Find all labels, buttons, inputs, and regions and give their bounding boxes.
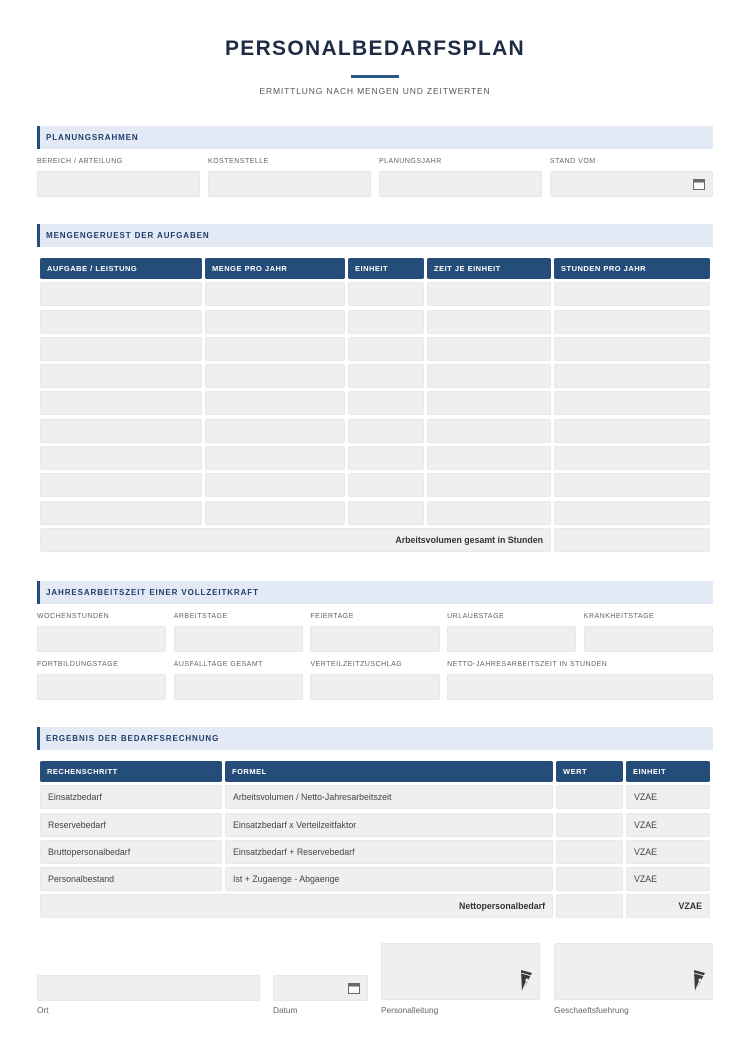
formel-cell: Einsatzbedarf + Reservebedarf: [225, 840, 553, 864]
mengengeruest-cell-zeit-je-einheit[interactable]: [427, 473, 551, 497]
field-wochenstunden: [37, 612, 166, 652]
field-label: AUSFALLTAGE GESAMT: [173, 661, 263, 668]
calendar-icon[interactable]: [348, 983, 360, 994]
field-label: NETTO-JAHRESARBEITSZEIT IN STUNDEN: [447, 661, 608, 668]
field-label: VERTEILZEITZUSCHLAG: [310, 661, 403, 668]
ergebnis-table: [40, 761, 710, 918]
mengengeruest-cell-einheit[interactable]: [348, 501, 424, 525]
field-arbeitstage: [174, 612, 303, 652]
rechenschritt-cell: Reservebedarf: [40, 813, 222, 837]
nettopersonalbedarf-wert-input[interactable]: [556, 894, 623, 918]
planungsjahr-input[interactable]: [379, 171, 542, 197]
mengengeruest-cell-menge[interactable]: [205, 391, 345, 415]
mengengeruest-cell-stunden-pro-jahr[interactable]: [554, 419, 710, 443]
field-label: URLAUBSTAGE: [447, 613, 505, 620]
geschaeftsfuehrung-label: Geschaeftsfuehrung: [554, 1005, 629, 1015]
einheit-cell: VZAE: [626, 867, 710, 891]
page-subtitle: ERMITTLUNG NACH MENGEN UND ZEITWERTEN: [259, 86, 491, 96]
field-bereich-abteilung: [37, 157, 200, 197]
mengengeruest-cell-zeit-je-einheit[interactable]: [427, 337, 551, 361]
mengengeruest-cell-einheit[interactable]: [348, 446, 424, 470]
mengengeruest-cell-menge[interactable]: [205, 337, 345, 361]
wert-input[interactable]: [556, 840, 623, 864]
mengengeruest-cell-einheit[interactable]: [348, 337, 424, 361]
mengengeruest-cell-stunden-pro-jahr[interactable]: [554, 282, 710, 306]
field-urlaubstage: [447, 612, 576, 652]
wert-input[interactable]: [556, 813, 623, 837]
verteilzeitzuschlag-input[interactable]: [310, 674, 439, 700]
field-feiertage: [310, 612, 439, 652]
mengengeruest-cell-stunden-pro-jahr[interactable]: [554, 501, 710, 525]
mengengeruest-cell-menge[interactable]: [205, 364, 345, 388]
calendar-icon[interactable]: [693, 179, 705, 190]
bereich-abteilung-input[interactable]: [37, 171, 200, 197]
jahresarbeitszeit-fields: [37, 612, 713, 700]
mengengeruest-cell-menge[interactable]: [205, 419, 345, 443]
mengengeruest-cell-aufgabe[interactable]: [40, 337, 202, 361]
mengengeruest-cell-aufgabe[interactable]: [40, 473, 202, 497]
mengengeruest-cell-zeit-je-einheit[interactable]: [427, 310, 551, 334]
title-underline: [351, 75, 399, 78]
datum-label: Datum: [273, 1005, 298, 1015]
arbeitstage-input[interactable]: [174, 626, 303, 652]
column-header-aufgabe: AUFGABE / LEISTUNG: [40, 258, 202, 279]
ausfalltage-gesamt-input[interactable]: [174, 674, 303, 700]
rechenschritt-cell: Einsatzbedarf: [40, 785, 222, 809]
formel-cell: Arbeitsvolumen / Netto-Jahresarbeitszeit: [225, 785, 553, 809]
mengengeruest-cell-stunden-pro-jahr[interactable]: [554, 391, 710, 415]
formel-cell: Einsatzbedarf x Verteilzeitfaktor: [225, 813, 553, 837]
personalleitung-signature-field[interactable]: [381, 943, 540, 1000]
field-label: PLANUNGSJAHR: [379, 158, 442, 165]
mengengeruest-cell-zeit-je-einheit[interactable]: [427, 282, 551, 306]
field-label: ARBEITSTAGE: [173, 613, 228, 620]
column-header-stunden-pro-jahr: STUNDEN PRO JAHR: [554, 258, 710, 279]
einheit-cell: VZAE: [626, 840, 710, 864]
pen-nib-icon: [692, 969, 706, 993]
rechenschritt-cell: Bruttopersonalbedarf: [40, 840, 222, 864]
column-header-zeit-je-einheit: ZEIT JE EINHEIT: [427, 258, 551, 279]
mengengeruest-cell-aufgabe[interactable]: [40, 310, 202, 334]
arbeitsvolumen-total-input[interactable]: [554, 528, 710, 552]
field-ausfalltage-gesamt: [174, 660, 303, 700]
mengengeruest-cell-einheit[interactable]: [348, 310, 424, 334]
personalleitung-label: Personalleitung: [381, 1005, 439, 1015]
field-verteilzeitzuschlag: [310, 660, 439, 700]
mengengeruest-cell-einheit[interactable]: [348, 419, 424, 443]
wert-input[interactable]: [556, 867, 623, 891]
mengengeruest-cell-stunden-pro-jahr[interactable]: [554, 473, 710, 497]
formel-cell: Ist + Zugaenge - Abgaenge: [225, 867, 553, 891]
netto-jahresarbeitszeit-input[interactable]: [447, 674, 713, 700]
column-header-einheit: EINHEIT: [626, 761, 710, 782]
page-title: PERSONALBEDARFSPLAN: [224, 37, 526, 60]
geschaeftsfuehrung-signature-field[interactable]: [554, 943, 713, 1000]
mengengeruest-cell-stunden-pro-jahr[interactable]: [554, 337, 710, 361]
field-label: FORTBILDUNGSTAGE: [37, 661, 119, 668]
mengengeruest-cell-stunden-pro-jahr[interactable]: [554, 310, 710, 334]
mengengeruest-cell-menge[interactable]: [205, 282, 345, 306]
mengengeruest-cell-zeit-je-einheit[interactable]: [427, 364, 551, 388]
section-heading-planungsrahmen: PLANUNGSRAHMEN: [37, 126, 713, 149]
mengengeruest-cell-menge[interactable]: [205, 446, 345, 470]
mengengeruest-cell-einheit[interactable]: [348, 282, 424, 306]
rechenschritt-cell: Personalbestand: [40, 867, 222, 891]
mengengeruest-cell-stunden-pro-jahr[interactable]: [554, 364, 710, 388]
mengengeruest-cell-zeit-je-einheit[interactable]: [427, 419, 551, 443]
mengengeruest-cell-zeit-je-einheit[interactable]: [427, 391, 551, 415]
column-header-wert: WERT: [556, 761, 623, 782]
pen-nib-icon: [519, 969, 533, 993]
nettopersonalbedarf-einheit: VZAE: [626, 894, 710, 918]
mengengeruest-cell-einheit[interactable]: [348, 391, 424, 415]
field-label: KOSTENSTELLE: [208, 158, 269, 165]
section-heading-jahresarbeitszeit: JAHRESARBEITSZEIT EINER VOLLZEITKRAFT: [37, 581, 713, 604]
mengengeruest-cell-einheit[interactable]: [348, 364, 424, 388]
field-krankheitstage: [584, 612, 713, 652]
ort-label: Ort: [37, 1005, 49, 1015]
field-label: WOCHENSTUNDEN: [37, 613, 110, 620]
einheit-cell: VZAE: [626, 813, 710, 837]
column-header-formel: FORMEL: [225, 761, 553, 782]
mengengeruest-cell-einheit[interactable]: [348, 473, 424, 497]
kostenstelle-input[interactable]: [208, 171, 371, 197]
mengengeruest-cell-menge[interactable]: [205, 473, 345, 497]
mengengeruest-table: [40, 258, 710, 552]
stand-vom-date-input[interactable]: [550, 171, 713, 197]
mengengeruest-cell-aufgabe[interactable]: [40, 364, 202, 388]
mengengeruest-cell-menge[interactable]: [205, 310, 345, 334]
field-stand-vom: [550, 157, 713, 197]
mengengeruest-cell-zeit-je-einheit[interactable]: [427, 501, 551, 525]
urlaubstage-input[interactable]: [447, 626, 576, 652]
section-heading-mengengeruest: MENGENGERUEST DER AUFGABEN: [37, 224, 713, 247]
datum-date-input[interactable]: [273, 975, 368, 1001]
mengengeruest-cell-aufgabe[interactable]: [40, 501, 202, 525]
mengengeruest-cell-aufgabe[interactable]: [40, 446, 202, 470]
feiertage-input[interactable]: [310, 626, 439, 652]
mengengeruest-cell-stunden-pro-jahr[interactable]: [554, 446, 710, 470]
field-label: KRANKHEITSTAGE: [583, 613, 655, 620]
nettopersonalbedarf-label: Nettopersonalbedarf: [40, 894, 553, 918]
mengengeruest-cell-aufgabe[interactable]: [40, 391, 202, 415]
field-kostenstelle: [208, 157, 371, 197]
arbeitsvolumen-total-label: Arbeitsvolumen gesamt in Stunden: [40, 528, 551, 552]
mengengeruest-cell-menge[interactable]: [205, 501, 345, 525]
section-heading-ergebnis: ERGEBNIS DER BEDARFSRECHNUNG: [37, 727, 713, 750]
column-header-einheit: EINHEIT: [348, 258, 424, 279]
krankheitstage-input[interactable]: [584, 626, 713, 652]
ort-input[interactable]: [37, 975, 260, 1001]
field-netto-jahresarbeitszeit: [447, 660, 713, 700]
mengengeruest-cell-zeit-je-einheit[interactable]: [427, 446, 551, 470]
wochenstunden-input[interactable]: [37, 626, 166, 652]
field-fortbildungstage: [37, 660, 166, 700]
field-label: STAND VOM: [550, 158, 596, 165]
planungsrahmen-fields: [37, 157, 713, 197]
einheit-cell: VZAE: [626, 785, 710, 809]
field-planungsjahr: [379, 157, 542, 197]
wert-input[interactable]: [556, 785, 623, 809]
mengengeruest-cell-aufgabe[interactable]: [40, 419, 202, 443]
field-label: BEREICH / ABTEILUNG: [37, 158, 123, 165]
fortbildungstage-input[interactable]: [37, 674, 166, 700]
column-header-rechenschritt: RECHENSCHRITT: [40, 761, 222, 782]
field-label: FEIERTAGE: [310, 613, 354, 620]
mengengeruest-cell-aufgabe[interactable]: [40, 282, 202, 306]
column-header-menge: MENGE PRO JAHR: [205, 258, 345, 279]
